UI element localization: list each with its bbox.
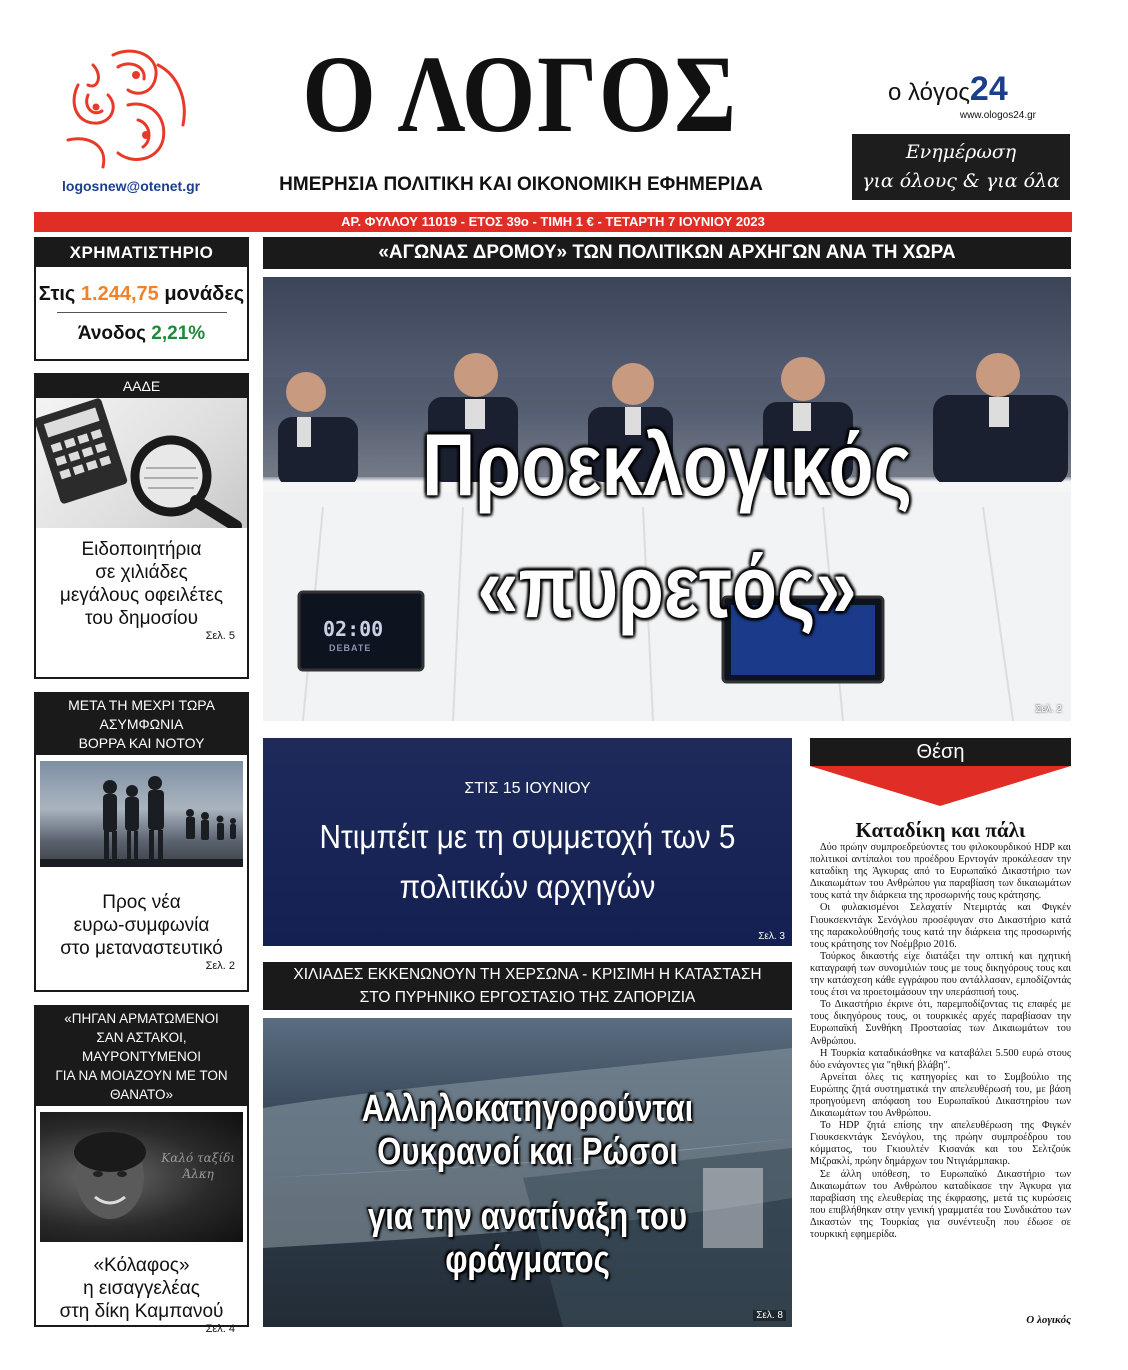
aade-title-line: σε χιλιάδες	[95, 562, 188, 583]
aade-title	[36, 538, 247, 630]
aade-header: ΑΑΔΕ	[36, 375, 247, 398]
editorial-paragraph: Το HDP ζητά επίσης την απελευθέρωση της Φιγκέν Γιουκσεκντάγκ Σενόγλου, της πρώην συμπροέδρου του κόμματος, του Γκιουλτέν Κισανάκ και του Σελτζούκ Μιζρακλί, πρώην δημάρχων του Ντιγιάρμπακιρ.	[810, 1120, 1071, 1168]
trial-photo-caption	[161, 1150, 235, 1182]
stock-prefix: Στις	[38, 283, 76, 305]
editorial-paragraph: Οι φυλακισμένοι Σελαχατίν Ντεμιρτάς και Φιγκέν Γιουκσεκντάγκ Σενόγλου προσέφυγαν στο Δικαστήριο κατά της παρακολούθησής τους κατά την διάρκεια της προσωρινής τους κράτησης τον Νοέμβριο 2016.	[810, 902, 1071, 950]
stock-change-line	[36, 323, 247, 345]
stock-divider	[57, 312, 227, 313]
contact-email[interactable]: logosnew@otenet.gr	[62, 178, 201, 194]
trial-title-line: στη δίκη Καμπανού	[59, 1301, 224, 1322]
trial-title-line: «Κόλαφος»	[93, 1255, 190, 1276]
kherson-header	[263, 962, 792, 1010]
logo24-promo-box	[852, 134, 1070, 200]
debate-story-box[interactable]	[263, 738, 792, 946]
editorial-triangle-icon	[810, 766, 1071, 806]
main-page-ref: Σελ. 2	[1035, 704, 1062, 715]
newspaper-subtitle: ΗΜΕΡΗΣΙΑ ΠΟΛΙΤΙΚΗ ΚΑΙ ΟΙΚΟΝΟΜΙΚΗ ΕΦΗΜΕΡΙΔΑ	[279, 174, 763, 195]
migration-title-line: ευρω-συμφωνία	[73, 915, 210, 936]
main-story-photo[interactable]	[263, 277, 1071, 721]
editorial-title: Καταδίκη και πάλι	[855, 818, 1026, 842]
dam-page-ref: Σελ. 8	[753, 1310, 786, 1321]
trial-header-line: ΣΑΝ ΑΣΤΑΚΟΙ, ΜΑΥΡΟΝΤΥΜΕΝΟΙ	[81, 1030, 201, 1064]
migration-title-line: Προς νέα	[102, 892, 181, 913]
debate-screen-label: DEBATE	[329, 643, 372, 653]
stock-index-value: 1.244,75	[80, 283, 159, 305]
debate-title-line: Ντιμπέιτ με τη συμμετοχή των 5	[319, 818, 736, 855]
editorial-signature: Ο λογικός	[1026, 1314, 1071, 1326]
main-headline-line-1: Προεκλογικός	[422, 415, 912, 514]
debate-kicker: ΣΤΙΣ 15 ΙΟΥΝΙΟΥ	[464, 780, 591, 797]
trial-header	[36, 1007, 247, 1106]
migration-header	[36, 694, 247, 755]
stock-change-label: Άνοδος	[77, 323, 147, 344]
aade-page-ref: Σελ. 5	[205, 630, 235, 642]
trial-title	[36, 1254, 247, 1323]
logo24-number: 24	[969, 70, 1008, 108]
trial-photo-caption-line: Άλκη	[182, 1167, 214, 1181]
stock-market-box	[34, 237, 249, 361]
editorial-paragraph: Σε άλλη υπόθεση, το Ευρωπαϊκό Δικαστήριο των Δικαιωμάτων του Ανθρώπου καταδίκασε την Άγκυρα για παραβίαση της ελευθερίας της έκφρασης, μετά τις κυρώσεις που επιβλήθηκαν στην γενική γραμματέα του Συνδικάτου των Δικαστών της Τουρκίας για συνέντευξη που έδωσε σε τουρκική εφημερίδα.	[810, 1168, 1071, 1240]
migration-title-line: στο μεταναστευτικό	[60, 938, 223, 959]
newspaper-logo-icon	[58, 45, 198, 175]
trial-header-line: «ΠΗΓΑΝ ΑΡΜΑΤΩΜΕΝΟΙ	[64, 1011, 219, 1026]
dam-story-photo[interactable]	[263, 1018, 792, 1327]
promo-line-1: Ενημέρωση	[905, 141, 1017, 163]
kherson-header-line: ΣΤΟ ΠΥΡΗΝΙΚΟ ΕΡΓΟΣΤΑΣΙΟ ΤΗΣ ΖΑΠΟΡΙΖΙΑ	[359, 989, 696, 1006]
migration-photo	[40, 761, 243, 867]
trial-page-ref: Σελ. 4	[205, 1323, 235, 1335]
logo24-text: ο λόγος	[888, 79, 970, 106]
issue-info-bar: ΑΡ. ΦΥΛΛΟΥ 11019 - ΕΤΟΣ 39ο - ΤΙΜΗ 1 € - ΤΕΤΑΡΤΗ 7 ΙΟΥΝΙΟΥ 2023	[34, 212, 1072, 232]
newspaper-title: Ο ΛΟΓΟΣ	[302, 33, 738, 155]
debate-screen-time: 02:00	[323, 617, 384, 641]
migration-story-box[interactable]	[34, 692, 249, 992]
main-story-header: «ΑΓΩΝΑΣ ΔΡΟΜΟΥ» ΤΩΝ ΠΟΛΙΤΙΚΩΝ ΑΡΧΗΓΩΝ ΑΝΑ ΤΗ ΧΩΡΑ	[263, 237, 1071, 269]
promo-line-2: για όλους & για όλα	[862, 170, 1060, 192]
debate-page-ref: Σελ. 3	[758, 931, 785, 942]
calculator-magnifier-icon	[36, 398, 247, 528]
editorial-body	[810, 842, 1071, 1241]
trial-title-line: η εισαγγελέας	[83, 1278, 200, 1299]
migrants-silhouette-icon	[40, 761, 243, 867]
aade-title-line: μεγάλους οφειλέτες	[59, 585, 224, 606]
migration-title	[36, 891, 247, 960]
stock-index-line	[36, 283, 247, 306]
logo24-brand[interactable]	[888, 70, 1038, 109]
main-headline-line-2: «πυρετός»	[477, 537, 857, 636]
aade-title-line: Ειδοποιητήρια	[81, 539, 202, 560]
editorial-paragraph: Τούρκος δικαστής είχε διατάξει την οπτική και ηχητική καταγραφή των συνομιλιών τους με τους δικηγόρους τους και την κατάσχεση κάθε εγγράφου που αντάλλασαν, εμποδίζοντάς τους έτσι να προετοιμάσουν την υπεράσπισή τους.	[810, 950, 1071, 999]
trial-header-line: ΓΙΑ ΝΑ ΜΟΙΑΖΟΥΝ ΜΕ ΤΟΝ ΘΑΝΑΤΟ»	[55, 1068, 228, 1102]
kherson-header-line: ΧΙΛΙΑΔΕΣ ΕΚΚΕΝΩΝΟΥΝ ΤΗ ΧΕΡΣΩΝΑ - ΚΡΙΣΙΜΗ Η ΚΑΤΑΣΤΑΣΗ	[293, 966, 762, 983]
migration-header-line: ΒΟΡΡΑ ΚΑΙ ΝΟΤΟΥ	[78, 735, 205, 751]
editorial-paragraph: Το Δικαστήριο έκρινε ότι, παρεμποδίζοντας τις επαφές με τους δικηγόρους τους, οι τουρκικές αρχές παραβίασαν την Ευρωπαϊκή Συνθήκη Προστασίας των Δικαιωμάτων του Ανθρώπου.	[810, 999, 1071, 1047]
logo24-url[interactable]: www.ologos24.gr	[959, 110, 1036, 121]
dam-headline-line-2: για την ανατίναξη του φράγματος	[367, 1196, 688, 1281]
stock-suffix: μονάδες	[164, 283, 245, 305]
stock-change-value: 2,21%	[151, 323, 206, 344]
migration-page-ref: Σελ. 2	[205, 960, 235, 972]
dam-headline-line-1: Αλληλοκατηγορούνται Ουκρανοί και Ρώσοι	[361, 1088, 694, 1173]
trial-photo	[40, 1112, 243, 1242]
migration-header-line: ΜΕΤΑ ΤΗ ΜΕΧΡΙ ΤΩΡΑ ΑΣΥΜΦΩΝΙΑ	[68, 697, 215, 732]
trial-story-box[interactable]	[34, 1005, 249, 1335]
trial-photo-caption-line: Καλό ταξίδι	[161, 1151, 235, 1165]
editorial-paragraph: Η Τουρκία καταδικάσθηκε να καταβάλει 5.500 ευρώ στους δύο ενάγοντες για "ηθική βλάβη".	[810, 1047, 1071, 1071]
aade-title-line: του δημοσίου	[84, 608, 199, 629]
debate-title	[289, 812, 765, 912]
editorial-paragraph: Αρνείται όλες τις κατηγορίες και το Συμβούλιο της Ευρώπης ζητά συστηματικά την απελευθέρωσή του, με βάση προηγούμενη απόφαση του Ευρωπαϊκού Δικαστηρίου των Δικαιωμάτων του Ανθρώπου.	[810, 1071, 1071, 1120]
stock-market-header: ΧΡΗΜΑΤΙΣΤΗΡΙΟ	[36, 239, 247, 267]
debate-title-line: πολιτικών αρχηγών	[399, 868, 656, 905]
editorial-header: Θέση	[810, 738, 1071, 766]
aade-story-box[interactable]	[34, 373, 249, 679]
editorial-paragraph: Δύο πρώην συμπροεδρεύοντες του φιλοκουρδικού HDP και πολιτικοί αντίπαλοι του προέδρου Ερντογάν προκάλεσαν την καταδίκη της Άγκυρας από το Ευρωπαϊκό Δικαστήριο των Δικαιωμάτων του Ανθρώπου για παραβίαση των δικαιωμάτων τους κατά την διάρκεια της προσωρινής τους κράτησης.	[810, 842, 1071, 902]
aade-photo	[36, 398, 247, 528]
